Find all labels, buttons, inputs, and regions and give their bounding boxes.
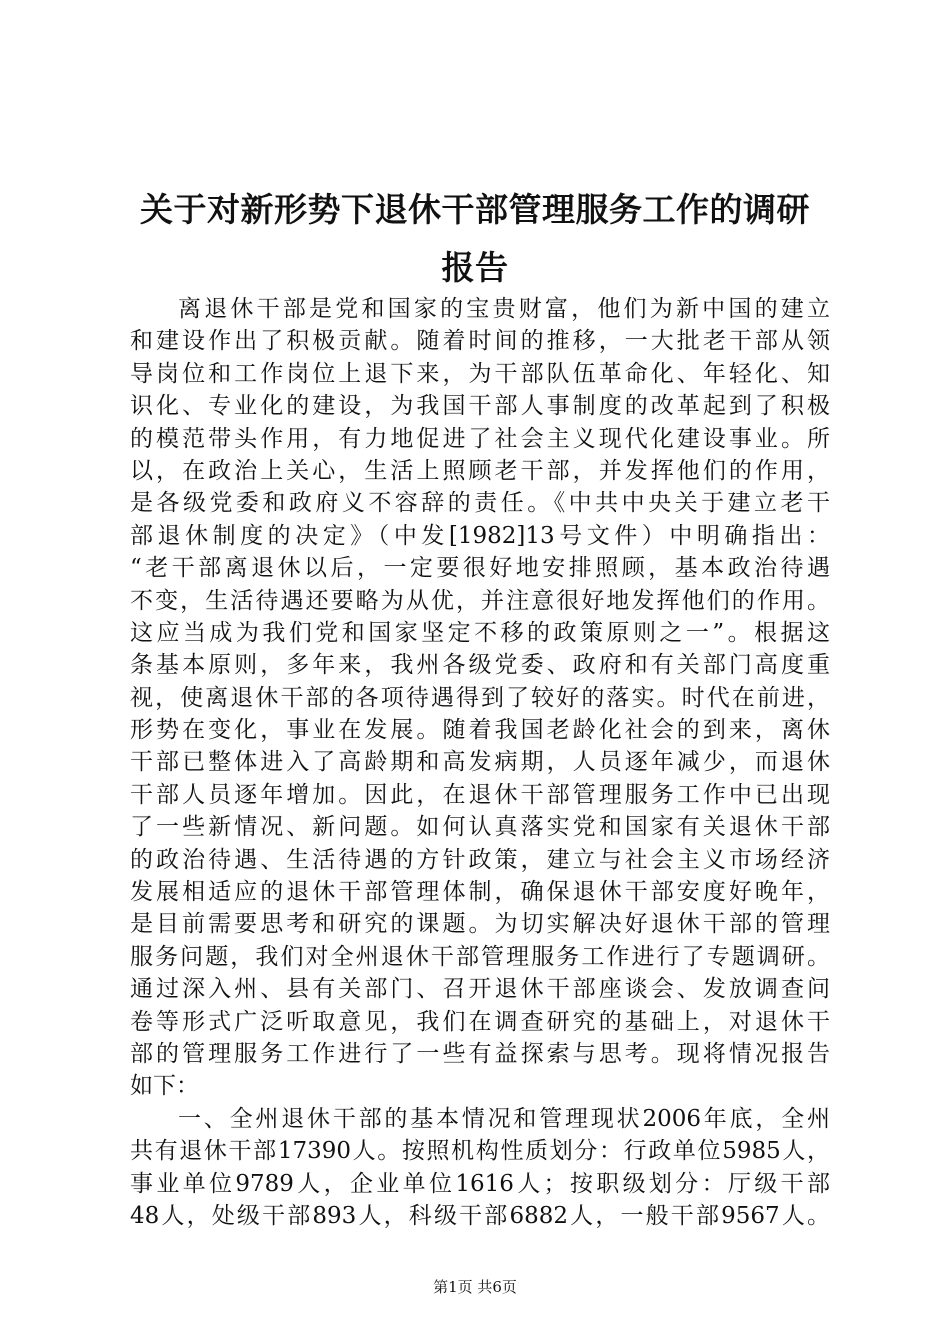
body-line: 事业单位9789人，企业单位1616人；按职级划分：厅级干部	[130, 1170, 830, 1197]
body-line: 视，使离退休干部的各项待遇得到了较好的落实。时代在前进，	[130, 684, 830, 711]
body-line: 部的管理服务工作进行了一些有益探索与思考。现将情况报告	[130, 1040, 830, 1067]
body-line: 如下：	[130, 1073, 199, 1100]
body-line: 卷等形式广泛听取意见，我们在调查研究的基础上，对退休干	[130, 1008, 830, 1035]
body-line: 导岗位和工作岗位上退下来，为干部队伍革命化、年轻化、知	[130, 360, 830, 387]
body-line: 共有退休干部17390人。按照机构性质划分：行政单位5985人，	[130, 1138, 830, 1165]
body-line: 的模范带头作用，有力地促进了社会主义现代化建设事业。所	[130, 425, 830, 452]
body-line: “老干部离退休以后，一定要很好地安排照顾，基本政治待遇	[130, 555, 830, 582]
body-line: 部退休制度的决定》（中发[1982]13号文件）中明确指出：	[130, 522, 830, 549]
body-line: 干部已整体进入了高龄期和高发病期，人员逐年减少，而退休	[130, 749, 830, 776]
document-body	[130, 293, 830, 1232]
body-line: 了一些新情况、新问题。如何认真落实党和国家有关退休干部	[130, 814, 830, 841]
body-line: 是目前需要思考和研究的课题。为切实解决好退休干部的管理	[130, 911, 830, 938]
body-line: 的政治待遇、生活待遇的方针政策，建立与社会主义市场经济	[130, 846, 830, 873]
body-line: 一、全州退休干部的基本情况和管理现状2006年底，全州	[178, 1105, 830, 1132]
body-line: 48人，处级干部893人，科级干部6882人，一般干部9567人。	[130, 1202, 830, 1229]
body-line: 离退休干部是党和国家的宝贵财富，他们为新中国的建立	[178, 296, 830, 322]
body-line: 形势在变化，事业在发展。随着我国老龄化社会的到来，离休	[130, 717, 830, 744]
page-footer: 第1页 共6页	[433, 1278, 517, 1296]
document-title-line-2: 报告	[441, 248, 509, 287]
body-line: 条基本原则，多年来，我州各级党委、政府和有关部门高度重	[130, 652, 830, 679]
body-line: 干部人员逐年增加。因此，在退休干部管理服务工作中已出现	[130, 781, 830, 808]
body-line: 以，在政治上关心，生活上照顾老干部，并发挥他们的作用，	[130, 457, 830, 484]
document-title-line-1: 关于对新形势下退休干部管理服务工作的调研	[140, 190, 810, 229]
body-line: 识化、专业化的建设，为我国干部人事制度的改革起到了积极	[130, 393, 830, 420]
body-line: 和建设作出了积极贡献。随着时间的推移，一大批老干部从领	[130, 328, 830, 355]
body-line: 是各级党委和政府义不容辞的责任。《中共中央关于建立老干	[130, 490, 830, 517]
body-line: 发展相适应的退休干部管理体制，确保退休干部安度好晚年，	[130, 879, 830, 906]
body-line: 这应当成为我们党和国家坚定不移的政策原则之一”。根据这	[130, 619, 830, 646]
body-line: 不变，生活待遇还要略为从优，并注意很好地发挥他们的作用。	[130, 587, 830, 614]
body-line: 服务问题，我们对全州退休干部管理服务工作进行了专题调研。	[130, 943, 830, 970]
body-line: 通过深入州、县有关部门、召开退休干部座谈会、发放调查问	[130, 976, 830, 1003]
